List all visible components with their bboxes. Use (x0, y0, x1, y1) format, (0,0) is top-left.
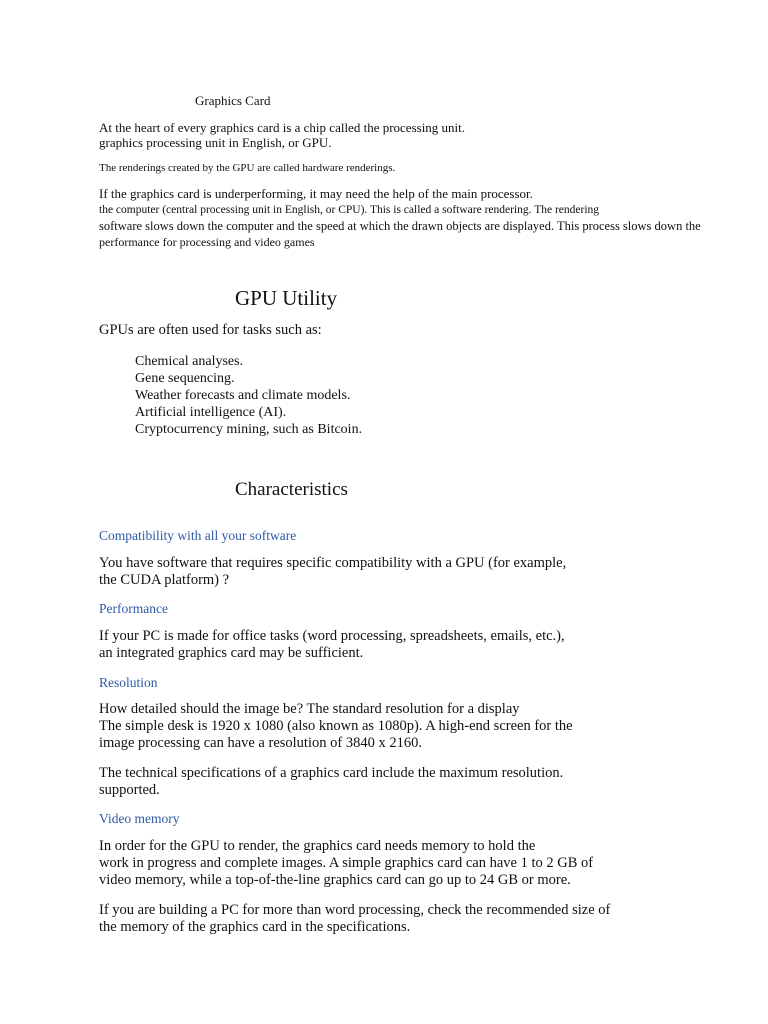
gpu-utility-lead: GPUs are often used for tasks such as: (99, 322, 322, 338)
video-memory-paragraph-2 (99, 902, 610, 936)
resolution-line: How detailed should the image be? The standard resolution for a display (99, 701, 520, 717)
compatibility-line: You have software that requires specific compatibility with a GPU (for example, (99, 555, 567, 571)
gpu-tasks-list (123, 353, 362, 438)
video-memory-line: work in progress and complete images. A simple graphics card can have 1 to 2 GB of (99, 855, 594, 871)
resolution-subheading: Resolution (99, 675, 158, 690)
list-item-text: Weather forecasts and climate models. (135, 388, 351, 403)
software-line: the computer (central processing unit in English, or CPU). This is called a software rendering. The rendering (99, 204, 600, 216)
list-item (123, 387, 362, 404)
list-item-text: Cryptocurrency mining, such as Bitcoin. (135, 422, 363, 437)
hardware-rendering-note: The renderings created by the GPU are called hardware renderings. (99, 162, 396, 174)
compatibility-line: the CUDA platform) ? (99, 572, 230, 588)
list-item (123, 370, 362, 387)
list-item-text: Gene sequencing. (135, 371, 235, 386)
list-item-text: Chemical analyses. (135, 354, 244, 369)
resolution-paragraph (99, 701, 573, 752)
software-rendering-paragraph (99, 186, 701, 250)
list-item (123, 353, 362, 370)
resolution-line: The simple desk is 1920 x 1080 (also known as 1080p). A high-end screen for the (99, 718, 573, 734)
resolution-paragraph-2 (99, 765, 563, 799)
resolution-line: image processing can have a resolution of 3840 x 2160. (99, 735, 422, 751)
video-memory-subheading: Video memory (99, 811, 180, 826)
resolution-line: The technical specifications of a graphics card include the maximum resolution. (99, 765, 564, 781)
characteristics-heading: Characteristics (235, 479, 348, 500)
resolution-line: supported. (99, 782, 160, 798)
video-memory-line: In order for the GPU to render, the graphics card needs memory to hold the (99, 838, 536, 854)
intro-line: At the heart of every graphics card is a chip called the processing unit. (99, 120, 466, 135)
compatibility-paragraph (99, 555, 566, 589)
list-item (123, 421, 362, 438)
software-line: software slows down the computer and the speed at which the drawn objects are displayed. This process slows down the (99, 219, 701, 233)
compatibility-subheading: Compatibility with all your software (99, 528, 297, 543)
performance-subheading: Performance (99, 601, 168, 616)
performance-line: If your PC is made for office tasks (word processing, spreadsheets, emails, etc.), (99, 628, 565, 644)
software-line: performance for processing and video games (99, 235, 315, 249)
video-memory-line: video memory, while a top-of-the-line graphics card can go up to 24 GB or more. (99, 872, 571, 888)
video-memory-line: the memory of the graphics card in the specifications. (99, 919, 411, 935)
document-title: Graphics Card (195, 93, 271, 108)
list-item (123, 404, 362, 421)
intro-paragraph (99, 120, 465, 150)
software-line: If the graphics card is underperforming, it may need the help of the main processor. (99, 186, 533, 201)
video-memory-paragraph (99, 838, 593, 889)
intro-line: graphics processing unit in English, or GPU. (99, 135, 332, 150)
gpu-utility-heading: GPU Utility (235, 286, 338, 310)
video-memory-line: If you are building a PC for more than word processing, check the recommended size of (99, 902, 611, 918)
performance-paragraph (99, 628, 565, 662)
list-item-text: Artificial intelligence (AI). (135, 405, 287, 420)
performance-line: an integrated graphics card may be sufficient. (99, 645, 364, 661)
